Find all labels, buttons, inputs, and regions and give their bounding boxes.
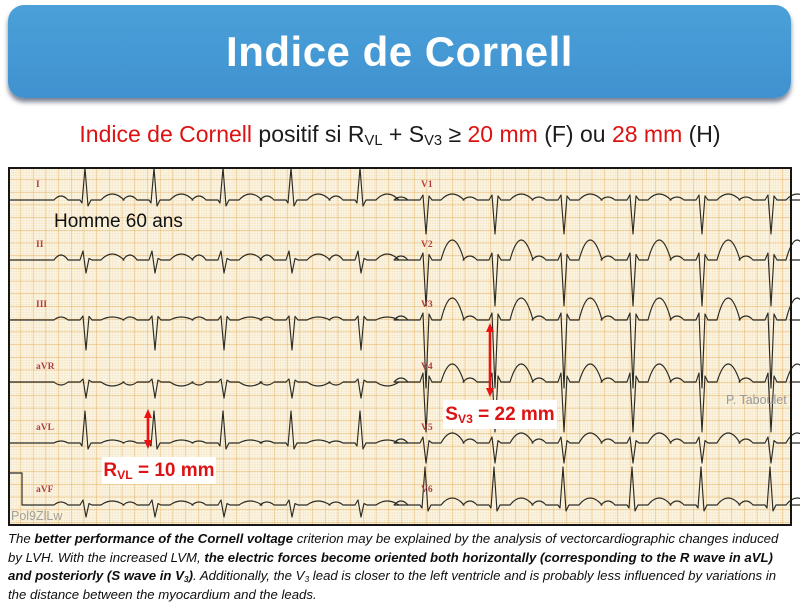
text-segment: The xyxy=(8,531,35,546)
ecg-lead-label: III xyxy=(36,300,48,310)
text-segment: (H) xyxy=(682,121,721,147)
text-segment: V3 xyxy=(424,133,443,150)
text-segment: S xyxy=(445,404,458,425)
text-segment: better performance of the Cornell voltage xyxy=(34,531,294,546)
text-segment: ≥ xyxy=(442,121,468,147)
text-segment: positif si R xyxy=(252,121,365,147)
text-segment: = 22 mm xyxy=(472,404,555,425)
text-segment: V3 xyxy=(457,411,473,426)
text-segment: . Additionally, the V xyxy=(193,568,305,584)
text-segment: Indice de Cornell xyxy=(79,121,253,147)
ecg-lead-label: V3 xyxy=(421,300,433,310)
text-segment: + S xyxy=(382,121,425,147)
text-segment: VL xyxy=(117,467,133,482)
text-segment: VL xyxy=(364,133,383,150)
ecg-lead-label: V2 xyxy=(421,240,433,250)
text-segment: 20 mm xyxy=(467,121,538,147)
author-watermark: P. Taboulet xyxy=(726,393,787,407)
text-segment: R xyxy=(103,460,118,481)
ecg-lead-label: V4 xyxy=(421,362,433,372)
ecg-lead-label: V6 xyxy=(421,485,433,495)
text-segment: 3 xyxy=(304,574,310,585)
ecg-lead-label: aVL xyxy=(36,423,54,433)
text-segment: 3 xyxy=(183,574,189,585)
ecg-lead-label: aVF xyxy=(36,485,54,495)
ecg-lead-label: I xyxy=(36,180,40,190)
rvl-measurement-label xyxy=(102,457,216,484)
id-watermark: Pol9ZlLw xyxy=(11,509,63,523)
text-segment: = 10 mm xyxy=(132,460,215,481)
page-title: Indice de Cornell xyxy=(226,28,573,75)
ecg-lead-label: aVR xyxy=(36,362,55,372)
explanation-text xyxy=(8,530,795,605)
patient-label: Homme 60 ans xyxy=(54,211,183,232)
sv3-measurement-label xyxy=(443,400,557,429)
text-segment: ) xyxy=(188,568,193,584)
ecg-lead-label: II xyxy=(36,240,44,250)
ecg-lead-label: V1 xyxy=(421,180,433,190)
text-segment: 28 mm xyxy=(611,121,683,147)
text-segment: lead is closer to the left ventricle and is probably less influenced by variations in the distance between the myocardium and the leads. xyxy=(8,568,777,603)
text-segment: criterion may be explained by the analysis of vectorcardiographic changes induced by LVH. With the increased LVM, xyxy=(8,531,779,565)
text-segment: the electric forces become oriented both horizontally (corresponding to the R wave in aVL) and posteriorly (S wave in V xyxy=(8,549,773,584)
text-segment: (F) ou xyxy=(537,121,612,147)
ecg-lead-label: V5 xyxy=(421,423,433,433)
